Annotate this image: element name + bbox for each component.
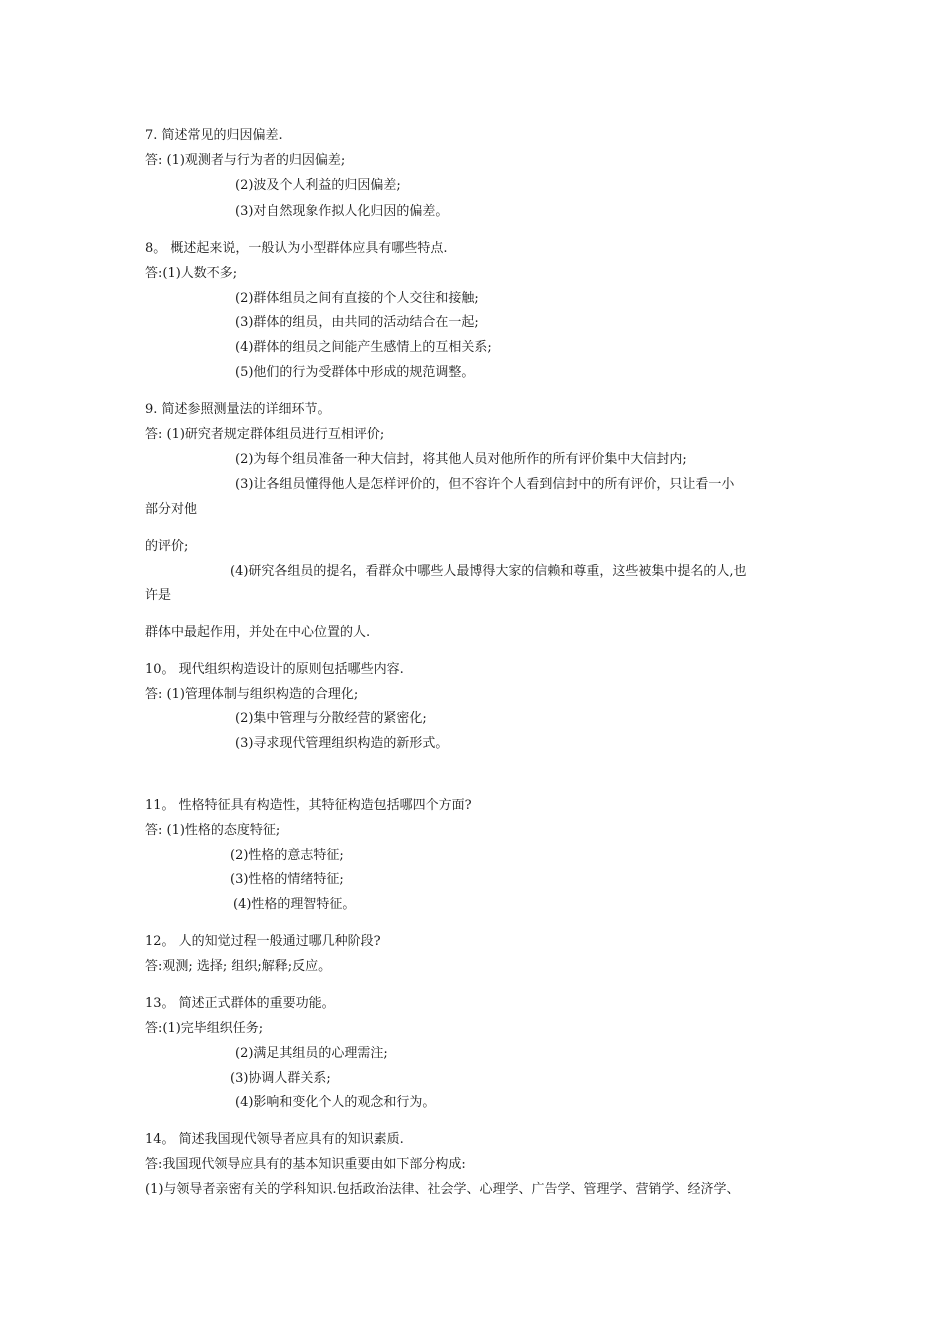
answer-7-line-1: 答: (1)观测者与行为者的归因偏差; xyxy=(145,153,346,168)
question-12: 12。 人的知觉过程一般通过哪几种阶段? xyxy=(145,934,381,949)
answer-11-line-4: (4)性格的理智特征。 xyxy=(233,897,356,912)
answer-14-line-2: (1)与领导者亲密有关的学科知识.包括政治法律、社会学、心理学、广告学、管理学、营销学、经济学、 xyxy=(145,1182,740,1197)
question-11: 11。 性格特征具有构造性，其特征构造包括哪四个方面? xyxy=(145,798,472,813)
answer-10-line-2: (2)集中管理与分散经营的紧密化; xyxy=(235,711,427,726)
question-7: 7. 简述常见的归因偏差. xyxy=(145,128,283,143)
answer-8-line-2: (2)群体组员之间有直接的个人交往和接触; xyxy=(235,291,479,306)
answer-7-line-3: (3)对自然现象作拟人化归因的偏差。 xyxy=(235,204,449,219)
answer-12: 答:观测; 选择; 组织;解释;反应。 xyxy=(145,959,332,974)
answer-7-line-2: (2)波及个人利益的归因偏差; xyxy=(235,178,401,193)
answer-9-line-2: (2)为每个组员准备一种大信封，将其他人员对他所作的所有评价集中大信封内; xyxy=(235,452,687,467)
answer-9-line-1: 答: (1)研究者规定群体组员进行互相评价; xyxy=(145,427,385,442)
question-10: 10。 现代组织构造设计的原则包括哪些内容. xyxy=(145,662,404,677)
answer-11-line-2: (2)性格的意志特征; xyxy=(230,848,344,863)
answer-8-line-4: (4)群体的组员之间能产生感情上的互相关系; xyxy=(235,340,492,355)
answer-9-line-3: (3)让各组员懂得他人是怎样评价的，但不容许个人看到信封中的所有评价，只让看一小 xyxy=(235,477,735,492)
answer-11-line-3: (3)性格的情绪特征; xyxy=(230,872,344,887)
answer-9-line-4-cont-2: 群体中最起作用，并处在中心位置的人. xyxy=(145,625,371,640)
question-8: 8。 概述起来说，一般认为小型群体应具有哪些特点. xyxy=(145,241,448,256)
answer-13-line-4: (4)影响和变化个人的观念和行为。 xyxy=(235,1095,436,1110)
answer-11-line-1: 答: (1)性格的态度特征; xyxy=(145,823,281,838)
answer-9-line-3-cont: 部分对他 xyxy=(145,502,198,517)
answer-8-line-1: 答:(1)人数不多; xyxy=(145,266,238,281)
answer-8-line-5: (5)他们的行为受群体中形成的规范调整。 xyxy=(235,365,475,380)
answer-13-line-2: (2)满足其组员的心理需注; xyxy=(235,1046,388,1061)
question-13: 13。 简述正式群体的重要功能。 xyxy=(145,996,335,1011)
answer-8-line-3: (3)群体的组员，由共同的活动结合在一起; xyxy=(235,315,479,330)
question-9: 9. 简述参照测量法的详细环节。 xyxy=(145,402,331,417)
answer-13-line-3: (3)协调人群关系; xyxy=(230,1071,331,1086)
answer-14-line-1: 答:我国现代领导应具有的基本知识重要由如下部分构成: xyxy=(145,1157,466,1172)
answer-10-line-1: 答: (1)管理体制与组织构造的合理化; xyxy=(145,687,359,702)
answer-9-line-4: (4)研究各组员的提名，看群众中哪些人最博得大家的信赖和尊重，这些被集中提名的人,也 xyxy=(230,564,747,579)
answer-9-line-3-cont-2: 的评价; xyxy=(145,539,189,554)
answer-9-line-4-cont: 许是 xyxy=(145,588,172,603)
answer-10-line-3: (3)寻求现代管理组织构造的新形式。 xyxy=(235,736,449,751)
question-14: 14。 简述我国现代领导者应具有的知识素质. xyxy=(145,1132,404,1147)
answer-13-line-1: 答:(1)完毕组织任务; xyxy=(145,1021,264,1036)
